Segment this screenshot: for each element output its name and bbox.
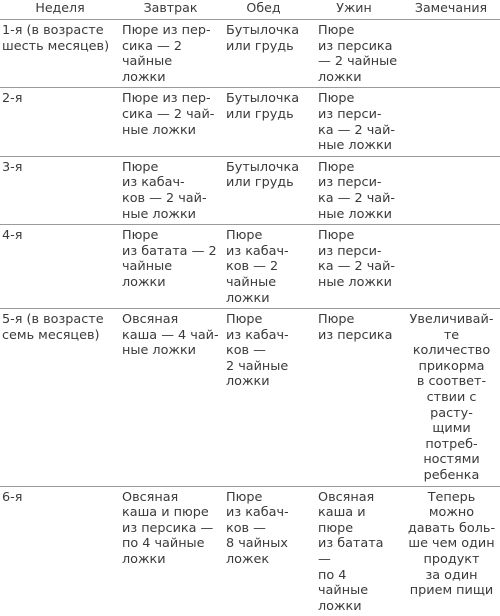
- cell-week: [0, 309, 120, 487]
- cell-week: [0, 225, 120, 309]
- table-header-row: [0, 0, 500, 20]
- cell-text: Бутылочка или грудь: [226, 91, 304, 122]
- cell-text: Пюре из кабач- ков — 2 чайные ложки: [226, 228, 304, 306]
- header-week: Неделя: [0, 0, 120, 20]
- cell-notes: [402, 486, 500, 616]
- cell-lunch: [221, 20, 306, 88]
- cell-lunch: [221, 309, 306, 487]
- cell-text: Овсяная каша и пюре из персика — по 4 чайные ложки: [122, 490, 219, 568]
- cell-dinner: [306, 225, 402, 309]
- cell-notes: [402, 20, 500, 88]
- cell-notes: [402, 309, 500, 487]
- cell-text: Пюре из кабач- ков — 8 чайных ложек: [226, 490, 304, 568]
- table-row: [0, 225, 500, 309]
- cell-notes: [402, 225, 500, 309]
- cell-text: Овсяная каша — 4 чай- ные ложки: [122, 312, 219, 359]
- cell-text: Пюре из персика: [318, 312, 400, 343]
- cell-text: Пюре из батата — 2 чайные ложки: [122, 228, 219, 290]
- cell-text: Овсяная каша и пюре из батата — по 4 чайные ложки: [318, 490, 400, 615]
- cell-notes: [402, 156, 500, 224]
- cell-breakfast: [120, 156, 221, 224]
- cell-text: Пюре из перси- ка — 2 чай- ные ложки: [318, 91, 400, 153]
- cell-week: [0, 20, 120, 88]
- cell-text: Пюре из кабач- ков — 2 чайные ложки: [226, 312, 304, 390]
- cell-text: 5-я (в возрасте семь месяцев): [2, 312, 118, 343]
- cell-text: 1-я (в возрасте шесть месяцев): [2, 23, 118, 54]
- header-breakfast: Завтрак: [120, 0, 221, 20]
- cell-text: 3-я: [2, 160, 118, 176]
- cell-lunch: [221, 486, 306, 616]
- cell-dinner: [306, 486, 402, 616]
- cell-text: Теперь можно давать боль- ше чем один продукт за один прием пищи: [405, 490, 498, 599]
- cell-week: [0, 156, 120, 224]
- cell-breakfast: [120, 20, 221, 88]
- table-row: [0, 20, 500, 88]
- cell-breakfast: [120, 486, 221, 616]
- cell-dinner: [306, 20, 402, 88]
- header-dinner: Ужин: [306, 0, 402, 20]
- cell-dinner: [306, 309, 402, 487]
- cell-dinner: [306, 88, 402, 156]
- header-notes: Замечания: [402, 0, 500, 20]
- cell-lunch: [221, 88, 306, 156]
- cell-text: Пюре из перси- ка — 2 чай- ные ложки: [318, 160, 400, 222]
- cell-text: Пюре из персика — 2 чайные ложки: [318, 23, 400, 85]
- cell-text: Увеличивай- те количество прикорма в соответ- ствии с расту- щими потреб- ностями ребенка: [405, 312, 498, 484]
- cell-week: [0, 88, 120, 156]
- table-row: [0, 309, 500, 487]
- cell-dinner: [306, 156, 402, 224]
- cell-text: Бутылочка или грудь: [226, 23, 304, 54]
- table-row: [0, 88, 500, 156]
- cell-lunch: [221, 156, 306, 224]
- cell-text: Бутылочка или грудь: [226, 160, 304, 191]
- cell-text: Пюре из пер- сика — 2 чайные ложки: [122, 23, 219, 85]
- cell-week: [0, 486, 120, 616]
- table-row: [0, 486, 500, 616]
- table-row: [0, 156, 500, 224]
- cell-breakfast: [120, 309, 221, 487]
- header-lunch: Обед: [221, 0, 306, 20]
- cell-text: Пюре из перси- ка — 2 чай- ные ложки: [318, 228, 400, 290]
- cell-breakfast: [120, 225, 221, 309]
- cell-text: Пюре из пер- сика — 2 чай- ные ложки: [122, 91, 219, 138]
- cell-breakfast: [120, 88, 221, 156]
- cell-text: Пюре из кабач- ков — 2 чай- ные ложки: [122, 160, 219, 222]
- cell-notes: [402, 88, 500, 156]
- cell-lunch: [221, 225, 306, 309]
- cell-text: 2-я: [2, 91, 118, 107]
- table-body: [0, 20, 500, 616]
- cell-text: 4-я: [2, 228, 118, 244]
- cell-text: 6-я: [2, 490, 118, 506]
